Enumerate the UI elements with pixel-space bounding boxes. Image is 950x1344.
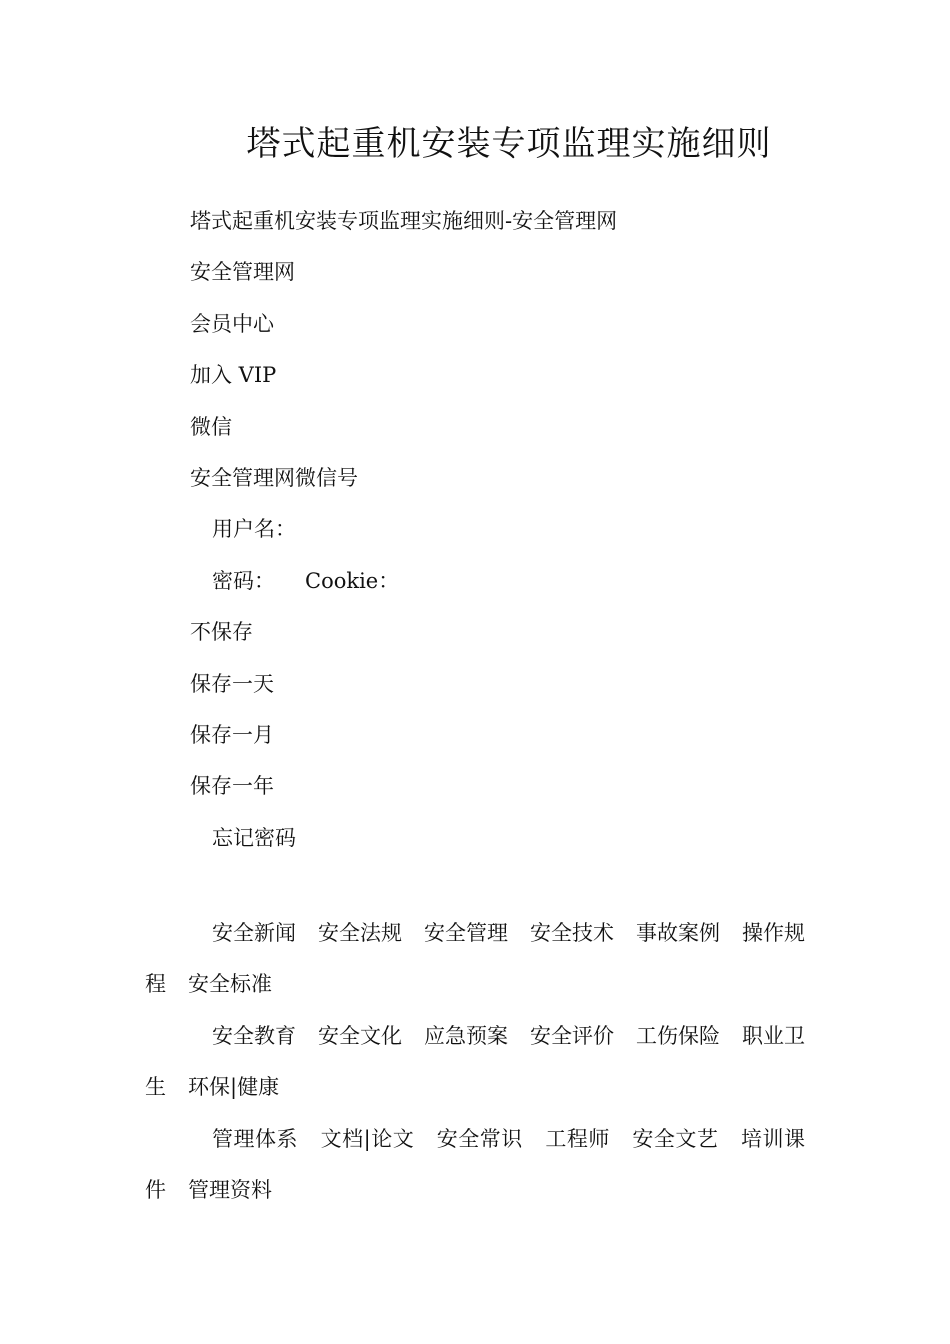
nav-link-technology[interactable]: 安全技术 bbox=[530, 921, 614, 945]
nav-link-training-courseware[interactable]: 培训课件 bbox=[145, 1126, 805, 1203]
nav-link-documents-papers[interactable]: 文档|论文 bbox=[320, 1126, 415, 1151]
nav-link-safety-arts[interactable]: 安全文艺 bbox=[631, 1126, 719, 1151]
document-title: 塔式起重机安装专项监理实施细则 bbox=[246, 124, 772, 164]
nav-link-news[interactable]: 安全新闻 bbox=[212, 921, 296, 945]
nav-link-emergency-plans[interactable]: 应急预案 bbox=[424, 1023, 508, 1048]
nav-link-standards[interactable]: 安全标准 bbox=[188, 972, 272, 997]
nav-link-engineers[interactable]: 工程师 bbox=[544, 1126, 610, 1151]
wechat-account-label: 安全管理网微信号 bbox=[190, 466, 358, 491]
nav-link-environment-health[interactable]: 环保|健康 bbox=[188, 1075, 280, 1100]
username-label: 用户名： bbox=[212, 517, 296, 542]
cookie-option-day[interactable]: 保存一天 bbox=[190, 671, 274, 696]
site-name-link[interactable]: 安全管理网 bbox=[190, 260, 295, 285]
nav-row-2 bbox=[145, 1011, 805, 1114]
nav-link-culture[interactable]: 安全文化 bbox=[318, 1023, 402, 1048]
nav-link-management-systems[interactable]: 管理体系 bbox=[212, 1126, 299, 1151]
nav-link-management-materials[interactable]: 管理资料 bbox=[188, 1178, 272, 1203]
site-title: 塔式起重机安装专项监理实施细则-安全管理网 bbox=[190, 209, 618, 233]
cookie-option-none[interactable]: 不保存 bbox=[190, 620, 253, 645]
cookie-option-month[interactable]: 保存一月 bbox=[190, 723, 274, 748]
nav-link-management[interactable]: 安全管理 bbox=[424, 921, 508, 945]
nav-row-1 bbox=[145, 908, 805, 1011]
nav-link-safety-knowledge[interactable]: 安全常识 bbox=[436, 1126, 523, 1151]
nav-link-education[interactable]: 安全教育 bbox=[212, 1023, 296, 1048]
forgot-password-link[interactable]: 忘记密码 bbox=[212, 825, 296, 850]
wechat-link[interactable]: 微信 bbox=[190, 414, 232, 439]
nav-link-accident-cases[interactable]: 事故案例 bbox=[636, 921, 720, 945]
cookie-label: Cookie： bbox=[305, 568, 400, 593]
password-label: 密码： bbox=[212, 568, 275, 593]
nav-link-injury-insurance[interactable]: 工伤保险 bbox=[636, 1023, 720, 1048]
page-text-lines bbox=[190, 196, 830, 864]
nav-link-occupational-health[interactable]: 职业卫生 bbox=[145, 1023, 805, 1100]
password-cookie-row bbox=[190, 556, 830, 607]
nav-row-3 bbox=[145, 1114, 805, 1217]
nav-link-regulations[interactable]: 安全法规 bbox=[318, 921, 402, 945]
category-navigation bbox=[145, 908, 805, 1216]
join-vip-link[interactable]: 加入 VIP bbox=[190, 363, 277, 388]
nav-link-operating-procedures[interactable]: 操作规程 bbox=[145, 921, 805, 997]
nav-link-evaluation[interactable]: 安全评价 bbox=[530, 1023, 614, 1048]
member-center-link[interactable]: 会员中心 bbox=[190, 311, 274, 336]
cookie-option-year[interactable]: 保存一年 bbox=[190, 774, 274, 799]
